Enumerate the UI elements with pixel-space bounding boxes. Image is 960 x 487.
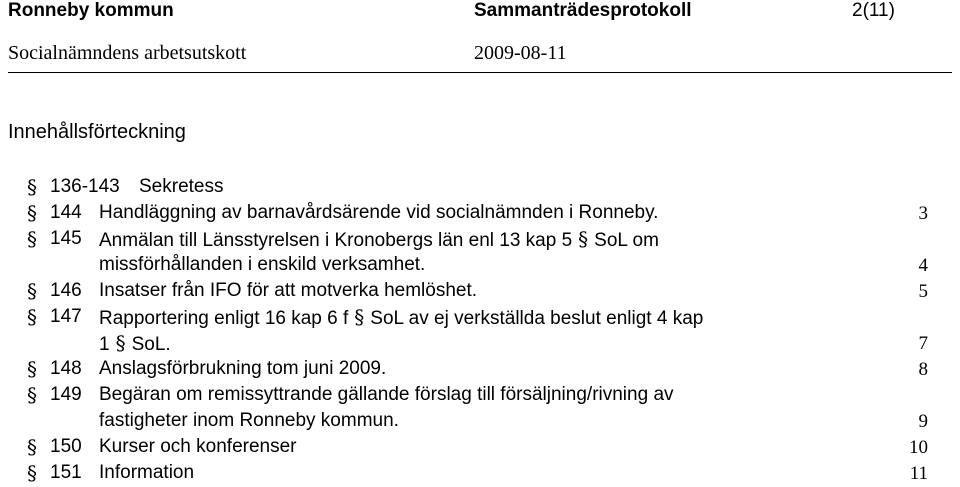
section-sign-icon: § <box>27 175 37 199</box>
toc-entry-number: 145 <box>50 228 82 249</box>
page-indicator: 2(11) <box>852 0 895 21</box>
toc-entry <box>0 278 960 304</box>
toc-entry-continuation <box>0 408 960 434</box>
toc-entry <box>0 174 960 200</box>
toc-entry-page: 8 <box>918 359 928 380</box>
toc-entry-number: 144 <box>50 202 82 223</box>
toc-entry-title: Information <box>99 462 195 483</box>
header-divider <box>8 72 952 73</box>
toc-entry-title <box>99 330 171 358</box>
toc-entry-title: Kurser och konferenser <box>99 436 297 457</box>
toc-entry-title-part: SoL av ej verkställda beslut enligt 4 kap <box>370 308 704 329</box>
toc-entry-title <box>99 226 659 254</box>
section-sign-icon: § <box>115 331 126 355</box>
toc-title: Innehållsförteckning <box>8 121 186 143</box>
toc-entry-page: 4 <box>918 255 928 276</box>
toc-entry-number: 136-143 <box>50 176 120 197</box>
toc-entry-title: Anslagsförbrukning tom juni 2009. <box>99 358 387 379</box>
toc-entry-title <box>99 304 703 332</box>
toc-entry <box>0 356 960 382</box>
section-sign-icon: § <box>27 305 37 329</box>
toc-entry-number: 149 <box>50 384 82 405</box>
toc-entry-page: 10 <box>909 437 928 458</box>
toc-entry-number: 148 <box>50 358 82 379</box>
section-sign-icon: § <box>27 383 37 407</box>
section-sign-icon: § <box>27 357 37 381</box>
toc-entry <box>0 226 960 252</box>
toc-entry-page: 3 <box>918 203 928 224</box>
toc-entry-title-part: Anmälan till Länsstyrelsen i Kronobergs län enl 13 kap 5 <box>99 230 573 251</box>
committee-name: Socialnämndens arbetsutskott <box>8 42 247 64</box>
toc-entry-title-part: SoL om <box>594 230 659 251</box>
toc-entry-number: 147 <box>50 306 82 327</box>
toc-entry-continuation <box>0 252 960 278</box>
toc-entry <box>0 434 960 460</box>
toc-entry <box>0 200 960 226</box>
section-sign-icon: § <box>354 305 365 329</box>
toc-entry-title: Handläggning av barnavårdsärende vid socialnämnden i Ronneby. <box>99 202 659 223</box>
section-sign-icon: § <box>27 461 37 485</box>
section-sign-icon: § <box>578 227 589 251</box>
section-sign-icon: § <box>27 201 37 225</box>
section-sign-icon: § <box>27 227 37 251</box>
toc-entry-title-part: SoL. <box>131 334 171 355</box>
toc-entry-title-part: fastigheter inom Ronneby kommun. <box>99 410 399 431</box>
toc-entry-page: 9 <box>918 411 928 432</box>
toc-entry-title-part: Rapportering enligt 16 kap 6 f <box>99 308 349 329</box>
section-sign-icon: § <box>27 435 37 459</box>
org-name: Ronneby kommun <box>8 0 174 21</box>
toc-entry-title: Sekretess <box>139 176 224 197</box>
toc-entry-page: 11 <box>909 463 928 484</box>
toc-entry <box>0 304 960 330</box>
toc-entry <box>0 460 960 486</box>
toc-entry-number: 146 <box>50 280 82 301</box>
section-sign-icon: § <box>27 279 37 303</box>
toc-entry-title-part: missförhållanden i enskild verksamhet. <box>99 254 426 275</box>
toc-entry-title: Insatser från IFO för att motverka hemlöshet. <box>99 280 478 301</box>
toc-entry-continuation <box>0 330 960 356</box>
toc-entry-page: 5 <box>918 281 928 302</box>
toc-entry-number: 151 <box>50 462 82 483</box>
document-type: Sammanträdesprotokoll <box>474 0 692 21</box>
toc-list <box>0 174 960 486</box>
toc-entry-page: 7 <box>918 333 928 354</box>
meeting-date: 2009-08-11 <box>474 42 567 64</box>
toc-entry-title-part: 1 <box>99 334 110 355</box>
toc-entry-number: 150 <box>50 436 82 457</box>
toc-entry <box>0 382 960 408</box>
toc-entry-title: Begäran om remissyttrande gällande förslag till försäljning/rivning av <box>99 384 674 405</box>
